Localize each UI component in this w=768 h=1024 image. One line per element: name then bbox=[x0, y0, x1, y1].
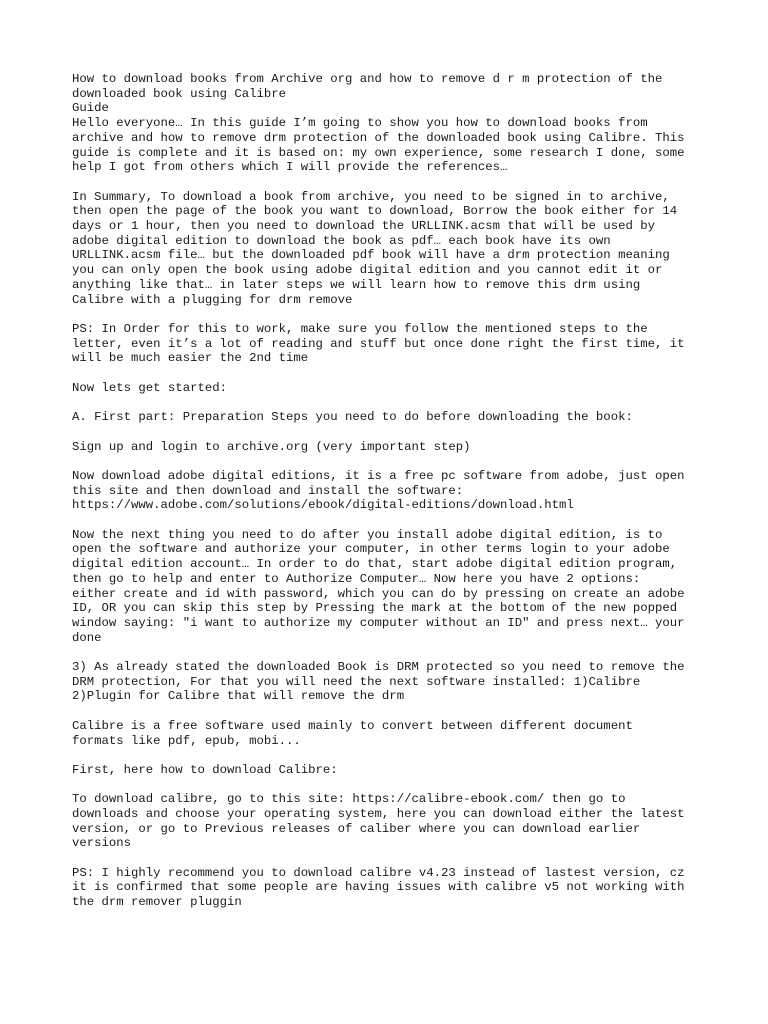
paragraph-line: Now the next thing you need to do after you install adobe digital edition, is to bbox=[72, 527, 663, 542]
paragraph-line: either create and id with password, which you can do by pressing on create an adobe bbox=[72, 586, 685, 601]
paragraph-line: Calibre is a free software used mainly to convert between different document bbox=[72, 718, 633, 733]
paragraph-line: adobe digital edition to download the book as pdf… each book have its own bbox=[72, 233, 611, 248]
document-body bbox=[72, 116, 702, 910]
paragraph-line: you can only open the book using adobe digital edition and you cannot edit it or bbox=[72, 263, 663, 278]
paragraph-line: DRM protection, For that you will need the next software installed: 1)Calibre bbox=[72, 674, 641, 689]
paragraph-line: Now download adobe digital editions, it is a free pc software from adobe, just open bbox=[72, 468, 685, 483]
paragraph-line: this site and then download and install the software: bbox=[72, 483, 464, 498]
paragraph-line: letter, even it’s a lot of reading and stuff but once done right the first time, it bbox=[72, 336, 685, 351]
paragraph-line: archive and how to remove drm protection of the downloaded book using Calibre. This bbox=[72, 130, 685, 145]
paragraph-line: digital edition account… In order to do that, start adobe digital edition program, bbox=[72, 557, 678, 572]
paragraph bbox=[72, 763, 702, 778]
paragraph bbox=[72, 660, 702, 704]
paragraph bbox=[72, 322, 702, 366]
paragraph-line: done bbox=[72, 630, 102, 645]
paragraph-line: then open the page of the book you want to download, Borrow the book either for 14 bbox=[72, 204, 678, 219]
paragraph bbox=[72, 440, 702, 455]
paragraph bbox=[72, 116, 702, 175]
paragraph-line: PS: I highly recommend you to download calibre v4.23 instead of lastest version, cz bbox=[72, 865, 685, 880]
paragraph bbox=[72, 469, 702, 513]
document-subtitle bbox=[72, 101, 702, 116]
paragraph-line: version, or go to Previous releases of caliber where you can download earlier bbox=[72, 821, 641, 836]
paragraph bbox=[72, 866, 702, 910]
paragraph-line: First, here how to download Calibre: bbox=[72, 762, 338, 777]
paragraph-line: help I got from others which I will provide the references… bbox=[72, 160, 508, 175]
paragraph-line: it is confirmed that some people are having issues with calibre v5 not working with bbox=[72, 880, 685, 895]
paragraph-line: formats like pdf, epub, mobi... bbox=[72, 733, 301, 748]
paragraph bbox=[72, 381, 702, 396]
paragraph bbox=[72, 410, 702, 425]
paragraph-line: Hello everyone… In this guide I’m going to show you how to download books from bbox=[72, 116, 648, 131]
paragraph-line: PS: In Order for this to work, make sure you follow the mentioned steps to the bbox=[72, 321, 648, 336]
paragraph-line: will be much easier the 2nd time bbox=[72, 351, 309, 366]
paragraph-line: downloads and choose your operating system, here you can download either the latest bbox=[72, 806, 685, 821]
paragraph-line: URLLINK.acsm file… but the downloaded pdf book will have a drm protection meaning bbox=[72, 248, 670, 263]
paragraph-line: versions bbox=[72, 836, 132, 851]
title-line: How to download books from Archive org and how to remove d r m protection of the bbox=[72, 72, 663, 86]
paragraph-line: guide is complete and it is based on: my own experience, some research I done, some bbox=[72, 145, 685, 160]
document-title bbox=[72, 72, 702, 101]
paragraph-line: window saying: "i want to authorize my computer without an ID" and press next… your bbox=[72, 615, 685, 630]
paragraph-line: Calibre with a plugging for drm remove bbox=[72, 292, 353, 307]
title-line: downloaded book using Calibre bbox=[72, 86, 287, 101]
paragraph-line: ID, OR you can skip this step by Pressing the mark at the bottom of the new popped bbox=[72, 601, 678, 616]
paragraph-line: open the software and authorize your computer, in other terms login to your adobe bbox=[72, 542, 670, 557]
document-page bbox=[72, 72, 702, 925]
paragraph-line: anything like that… in later steps we will learn how to remove this drm using bbox=[72, 277, 641, 292]
paragraph-line: A. First part: Preparation Steps you need to do before downloading the book: bbox=[72, 410, 633, 425]
subtitle-line: Guide bbox=[72, 101, 109, 116]
paragraph-line: Now lets get started: bbox=[72, 380, 227, 395]
paragraph-line: To download calibre, go to this site: https://calibre-ebook.com/ then go to bbox=[72, 792, 626, 807]
paragraph-line: the drm remover pluggin bbox=[72, 895, 242, 910]
paragraph-line: then go to help and enter to Authorize Computer… Now here you have 2 options: bbox=[72, 571, 641, 586]
paragraph-line: In Summary, To download a book from archive, you need to be signed in to archive, bbox=[72, 189, 670, 204]
paragraph bbox=[72, 792, 702, 851]
paragraph-line: 2)Plugin for Calibre that will remove the drm bbox=[72, 689, 405, 704]
paragraph-line: 3) As already stated the downloaded Book is DRM protected so you need to remove the bbox=[72, 660, 685, 674]
paragraph-line: Sign up and login to archive.org (very important step) bbox=[72, 439, 471, 454]
paragraph-line: days or 1 hour, then you need to download the URLLINK.acsm that will be used by bbox=[72, 219, 655, 234]
paragraph bbox=[72, 190, 702, 308]
paragraph bbox=[72, 719, 702, 748]
paragraph bbox=[72, 528, 702, 646]
paragraph-line: https://www.adobe.com/solutions/ebook/digital-editions/download.html bbox=[72, 498, 574, 513]
